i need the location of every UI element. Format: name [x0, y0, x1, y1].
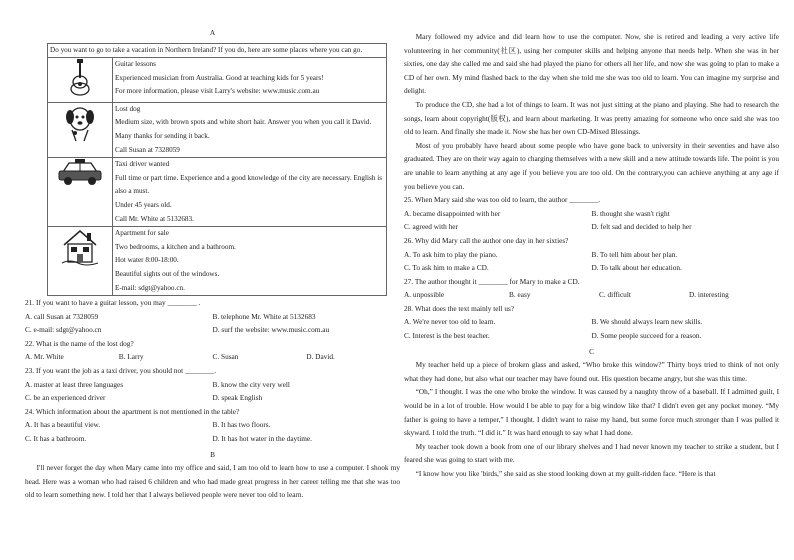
options-27: [404, 288, 779, 302]
left-column: [25, 26, 400, 502]
option: B. know the city very well: [212, 379, 290, 389]
option: A. To ask him to play the piano.: [404, 249, 498, 259]
option: C. Interest is the best teacher.: [404, 331, 490, 341]
ad-line: Call Mr. White at 5132683.: [115, 214, 194, 223]
ad-line: Beautiful sights out of the windows.: [115, 269, 220, 278]
passage-paragraph: To produce the CD, she had a lot of things to learn. It was not just sitting at the piano and playing. She had to research the songs, learn about copyright(版权), and learn about marketing. It was pretty amazing for someone who once said she was too old to learn. And finally she made it. Now she has her own CD-Mixed Blessings.: [404, 99, 779, 137]
ad-line: Under 45 years old.: [115, 200, 172, 209]
options-28: [404, 315, 779, 329]
option: C. difficult: [599, 290, 631, 300]
ad-line: Call Susan at 7328059: [115, 145, 180, 154]
ad-title: Taxi driver wanted: [115, 160, 170, 169]
guitar-icon: [63, 58, 97, 96]
option: A. We're never too old to learn.: [404, 317, 496, 327]
house-icon: [60, 227, 100, 267]
option: A. became disappointed with her: [404, 208, 501, 218]
ad-lost-dog: [48, 102, 387, 157]
passage-paragraph: Mary followed my advice and did learn how to use the computer. Now, she is retired and leading a very active life volunteering in her community(社区), using her computer skills and helping anyone that needs help. When she was in her sixties, one day she called me and said she had played the piano for others all her life, and now she was going to plan to make a CD of her own. My mind flashed back to the day when she told me she was too old to learn. You can imagine my surprise and delight.: [404, 32, 779, 96]
ad-apartment: [48, 227, 387, 296]
question-26: 26. Why did Mary call the author one day in her sixties?: [404, 235, 569, 245]
option: B. thought she wasn't right: [591, 208, 670, 218]
ad-taxi-driver: [48, 158, 387, 227]
option: C. e-mail: sdgt@yahoo.cn: [25, 325, 102, 335]
section-c-heading: C: [589, 346, 594, 356]
ad-line: Experienced musician from Australia. Good at teaching kids for 5 years!: [115, 73, 324, 82]
passage-paragraph: Most of you probably have heard about some people who have gone back to university in their seventies and have also graduated. They are on their way again to charging themselves with a new skill and a new attitude towards life. The point is you are unable to learn anything at any age if you believe you are too old. On the contrary,you can achieve anything at any age if you believe you can.: [404, 140, 779, 191]
options-21-row2: [25, 323, 400, 337]
passage-paragraph: “Oh,” I thought. I was the one who broke the window. It was caused by a naughty throw of a baseball. If I admitted guilt, I would be in a lot of trouble. How would I be able to pay for a big window like that? I didn't even get any pocket money. “My father is going to have a temper,” I thought. I didn't want to raise my hand, but some force much stronger than I was pulled it skyward. I told the truth. “I did it.” It was hard enough to say what I had done.: [404, 387, 779, 438]
question-22: 22. What is the name of the lost dog?: [25, 338, 134, 348]
option: D. surf the website: www.music.com.au: [212, 325, 330, 335]
passage-paragraph: “I know how you like 'birds,” she said as she stood looking down at my guilt-ridden face. “Here is that: [415, 469, 716, 478]
options-25: [404, 207, 779, 221]
ad-title: Guitar lessons: [115, 60, 156, 69]
option: D. To talk about her education.: [591, 263, 682, 273]
option: D. felt sad and decided to help her: [591, 222, 692, 232]
dog-icon: [62, 103, 98, 143]
question-21: 21. If you want to have a guitar lesson, you may ________ .: [25, 298, 201, 308]
option: A. call Susan at 7328059: [25, 311, 99, 321]
option: C. Susan: [212, 352, 239, 362]
options-23: [25, 378, 400, 392]
ad-line: E-mail: sdgt@yahoo.cn.: [115, 283, 185, 292]
options-23-row2: [25, 391, 400, 405]
question-27: 27. The author thought it ________ for Mary to make a CD.: [404, 276, 580, 286]
ad-line: Two bedrooms, a kitchen and a bathroom.: [115, 242, 236, 251]
option: D. David.: [306, 352, 335, 362]
option: A. It has a beautiful view.: [25, 420, 101, 430]
ads-intro: Do you want to go to take a vacation in Northern Ireland? If you do, here are some places where you can go.: [48, 43, 387, 58]
ad-title: Lost dog: [115, 104, 141, 113]
option: B. telephone Mr. White at 5132683: [212, 311, 316, 321]
options-25-row2: [404, 220, 779, 234]
option: B. We should always learn new skills.: [591, 317, 703, 327]
taxi-icon: [57, 158, 103, 186]
option: B. To tell him about her plan.: [591, 249, 678, 259]
right-column: [404, 30, 779, 481]
option: C. be an experienced driver: [25, 393, 106, 403]
options-26: [404, 248, 779, 262]
question-23: 23. If you want the job as a taxi driver, you should not ________.: [25, 366, 217, 376]
ad-line: Medium size, with brown spots and white short hair. Answer you when you call it David. Many thanks for sending it back.: [115, 118, 372, 140]
passage-paragraph: My teacher held up a piece of broken glass and asked, “Who broke this window?” Thirty boys tried to think of not only what they had done, but also what our teacher may have found out. His question became angry, but she was this time.: [404, 360, 779, 383]
option: C. To ask him to make a CD.: [404, 263, 489, 273]
question-28: 28. What does the text mainly tell us?: [404, 303, 515, 313]
option: A. Mr. White: [25, 352, 64, 362]
question-25: 25. When Mary said she was too old to learn, the author ________.: [404, 195, 601, 205]
options-24-row2: [25, 432, 400, 446]
option: C. agreed with her: [404, 222, 458, 232]
options-26-row2: [404, 261, 779, 275]
option: B. It has two floors.: [212, 420, 271, 430]
option: D. It has hot water in the daytime.: [212, 434, 312, 444]
option: B. Larry: [118, 352, 144, 362]
ad-title: Apartment for sale: [115, 229, 169, 238]
option: A. master at least three languages: [25, 379, 124, 389]
question-24: 24. Which information about the apartment is not mentioned in the table?: [25, 406, 240, 416]
ad-line: For more information, please visit Larry's website: www.music.com.au: [115, 87, 320, 96]
options-28-row2: [404, 329, 779, 343]
option: C. It has a bathroom.: [25, 434, 87, 444]
option: A. unpossible: [404, 290, 445, 300]
section-b-paragraph: I'll never forget the day when Mary came into my office and said, I am too old to learn how to use a computer. I shook my head. Here was a woman who had raised 6 children and who had made great progress in her career telling me that she was too old to learn something new. I told her that I always believed people were never too old to learn.: [25, 463, 400, 500]
questions-21-24: [25, 296, 400, 446]
option: D. interesting: [689, 290, 729, 300]
section-a-heading: A: [209, 28, 216, 37]
options-22: [25, 350, 400, 364]
options-24: [25, 418, 400, 432]
option: D. Some people succeed for a reason.: [591, 331, 702, 341]
ad-line: Hot water 8:00-18:00.: [115, 256, 179, 265]
option: D. speak English: [212, 393, 263, 403]
option: B. easy: [509, 290, 531, 300]
ads-table: [47, 43, 387, 297]
passage-paragraph: My teacher took down a book from one of our library shelves and I had never known my teacher to strike a student, but I feared she was going to start with me.: [404, 441, 779, 465]
section-b-heading: B: [210, 449, 215, 459]
options-21: [25, 310, 400, 324]
ad-line: Full time or part time. Experience and a good knowledge of the city are necessary. English is also a must.: [115, 173, 382, 196]
ad-guitar: [48, 58, 387, 103]
